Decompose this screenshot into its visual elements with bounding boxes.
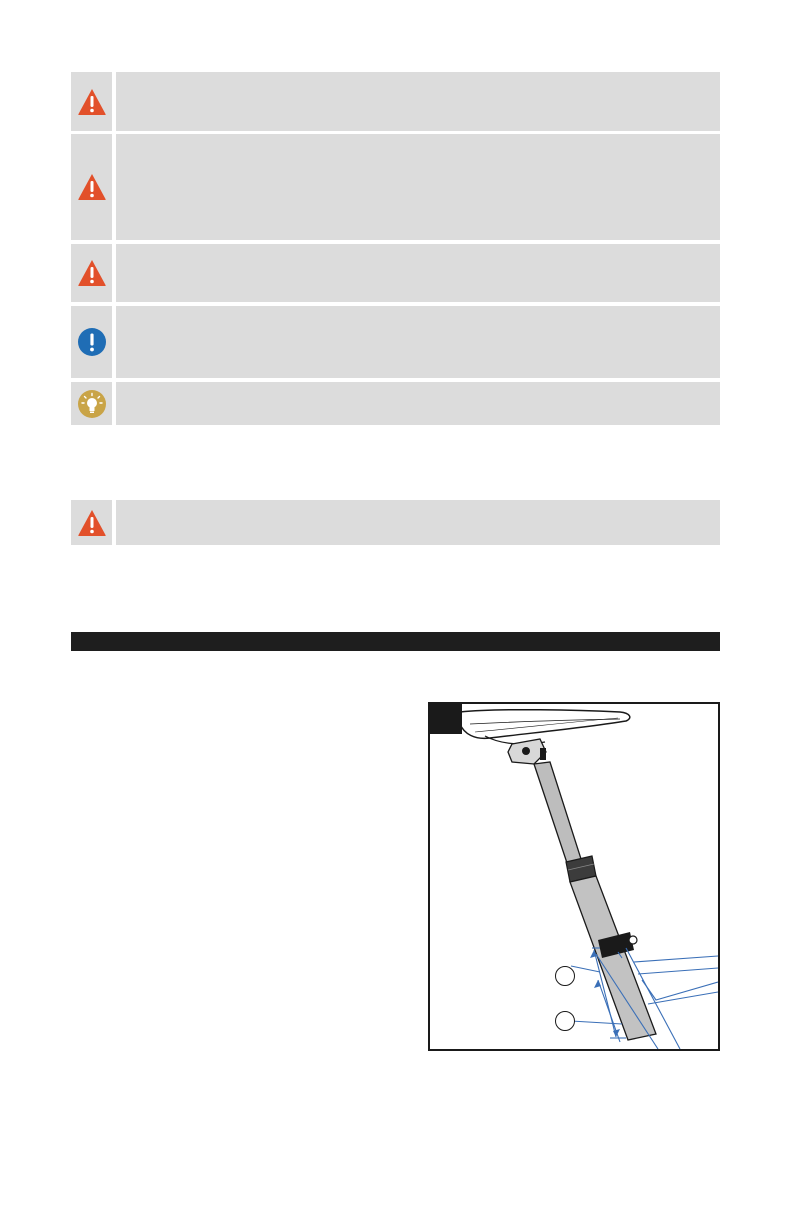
warning-icon-cell xyxy=(71,500,112,545)
warning-triangle-icon xyxy=(77,172,107,202)
warning-triangle-icon xyxy=(77,258,107,288)
notice-text-panel xyxy=(116,306,720,378)
warning-triangle-icon xyxy=(77,508,107,538)
warning-triangle-icon xyxy=(77,87,107,117)
warning-icon-cell xyxy=(71,244,112,302)
warning-text-panel xyxy=(116,134,720,240)
warning-text-panel xyxy=(116,72,720,131)
warning-notice-2 xyxy=(71,134,720,240)
tip-icon-cell xyxy=(71,382,112,425)
warning-icon-cell xyxy=(71,134,112,240)
seatpost-diagram xyxy=(430,704,718,1049)
callout-circle-2 xyxy=(555,1011,575,1031)
notice-icon-cell xyxy=(71,306,112,378)
warning-notice-1 xyxy=(71,72,720,131)
tip-text-panel xyxy=(116,382,720,425)
lightbulb-icon xyxy=(77,389,107,419)
warning-notice-3 xyxy=(71,244,720,302)
section-header-bar xyxy=(71,632,720,651)
warning-text-panel xyxy=(116,500,720,545)
warning-icon-cell xyxy=(71,72,112,131)
exclamation-circle-icon xyxy=(77,327,107,357)
callout-circle-1 xyxy=(555,966,575,986)
warning-text-panel xyxy=(116,244,720,302)
seatpost-figure xyxy=(428,702,720,1051)
figure-number-tag xyxy=(430,704,462,734)
warning-notice-4 xyxy=(71,500,720,545)
important-notice xyxy=(71,306,720,378)
tip-notice xyxy=(71,382,720,425)
